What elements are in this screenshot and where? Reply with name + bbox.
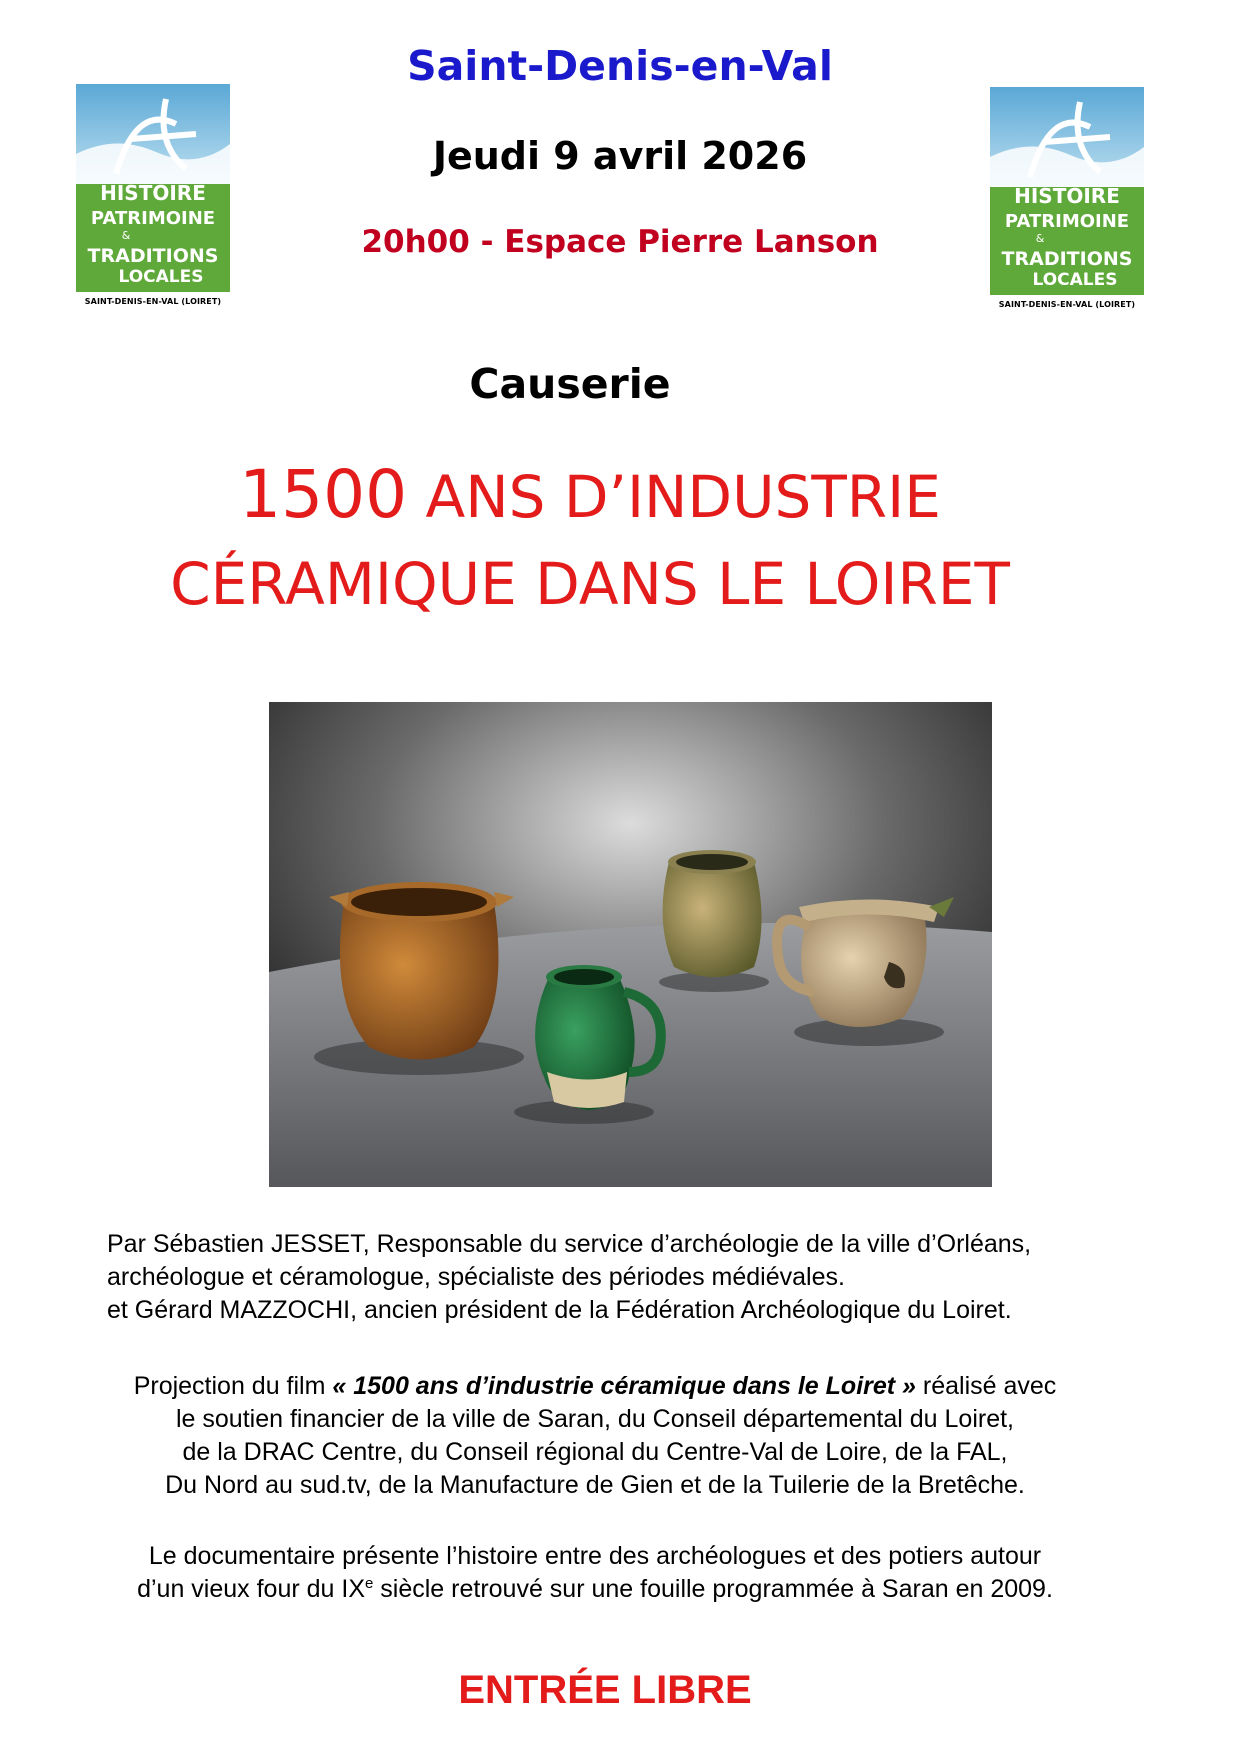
authors-line1: Par Sébastien JESSET, Responsable du service d’archéologie de la ville d’Orléans,	[107, 1230, 1032, 1258]
film-prefix: Projection du film	[133, 1372, 333, 1400]
film-title: « 1500 ans d’industrie céramique dans le Loiret »	[332, 1372, 916, 1400]
documentary-line2-a: d’un vieux four du IX	[137, 1575, 365, 1603]
logo-line4: TRADITIONS	[87, 245, 219, 267]
logo-line3: &	[1035, 232, 1045, 245]
logo-caption: SAINT-DENIS-EN-VAL (LOIRET)	[84, 297, 222, 306]
authors-paragraph	[107, 1228, 1217, 1327]
documentary-superscript: e	[365, 1575, 374, 1592]
documentary-line2-b: siècle retrouvé sur une fouille programmée à Saran en 2009.	[373, 1575, 1053, 1603]
logo-line5: LOCALES	[1032, 270, 1118, 290]
title-number: 1500	[239, 456, 408, 533]
main-title-line1	[0, 456, 1180, 533]
free-entry-label: ENTRÉE LIBRE	[458, 1668, 752, 1712]
film-line2: le soutien financier de la ville de Saran, du Conseil départemental du Loiret,	[175, 1405, 1014, 1433]
logo-line2: PATRIMOINE	[90, 208, 216, 229]
film-line4: Du Nord au sud.tv, de la Manufacture de Gien et de la Tuilerie de la Bretêche.	[165, 1471, 1025, 1499]
logo-line5: LOCALES	[118, 267, 204, 287]
logo-line3: &	[121, 229, 131, 242]
authors-line3: et Gérard MAZZOCHI, ancien président de la Fédération Archéologique du Loiret.	[107, 1296, 1012, 1324]
event-type: Causerie	[469, 360, 671, 408]
documentary-line1: Le documentaire présente l’histoire entre des archéologues et des potiers autour	[148, 1542, 1042, 1570]
film-line3: de la DRAC Centre, du Conseil régional du Centre-Val de Loire, de la FAL,	[182, 1438, 1008, 1466]
event-date: Jeudi 9 avril 2026	[432, 134, 808, 178]
logo-left	[76, 84, 230, 306]
logo-caption: SAINT-DENIS-EN-VAL (LOIRET)	[998, 300, 1136, 309]
logo-line4: TRADITIONS	[1001, 248, 1133, 270]
logo-line2: PATRIMOINE	[1004, 211, 1130, 232]
film-line1	[40, 1370, 1150, 1403]
histoire-patrimoine-logo-icon	[990, 87, 1144, 309]
ceramic-pots-photo-icon	[269, 702, 992, 1187]
film-suffix: réalisé avec	[915, 1372, 1057, 1400]
logo-right	[990, 87, 1144, 309]
title-line1-rest: ANS D’INDUSTRIE	[407, 463, 941, 531]
main-title-line2: CÉRAMIQUE DANS LE LOIRET	[170, 550, 1010, 618]
logo-line1: HISTOIRE	[1014, 184, 1120, 208]
histoire-patrimoine-logo-icon	[76, 84, 230, 306]
documentary-paragraph	[40, 1540, 1150, 1606]
logo-line1: HISTOIRE	[100, 181, 206, 205]
film-paragraph	[40, 1370, 1150, 1502]
city-heading: Saint-Denis-en-Val	[407, 42, 833, 90]
event-time-venue: 20h00 - Espace Pierre Lanson	[361, 224, 879, 260]
ceramic-pots-photo	[269, 702, 992, 1187]
documentary-line2	[40, 1573, 1150, 1606]
authors-line2: archéologue et céramologue, spécialiste des périodes médiévales.	[107, 1263, 845, 1291]
